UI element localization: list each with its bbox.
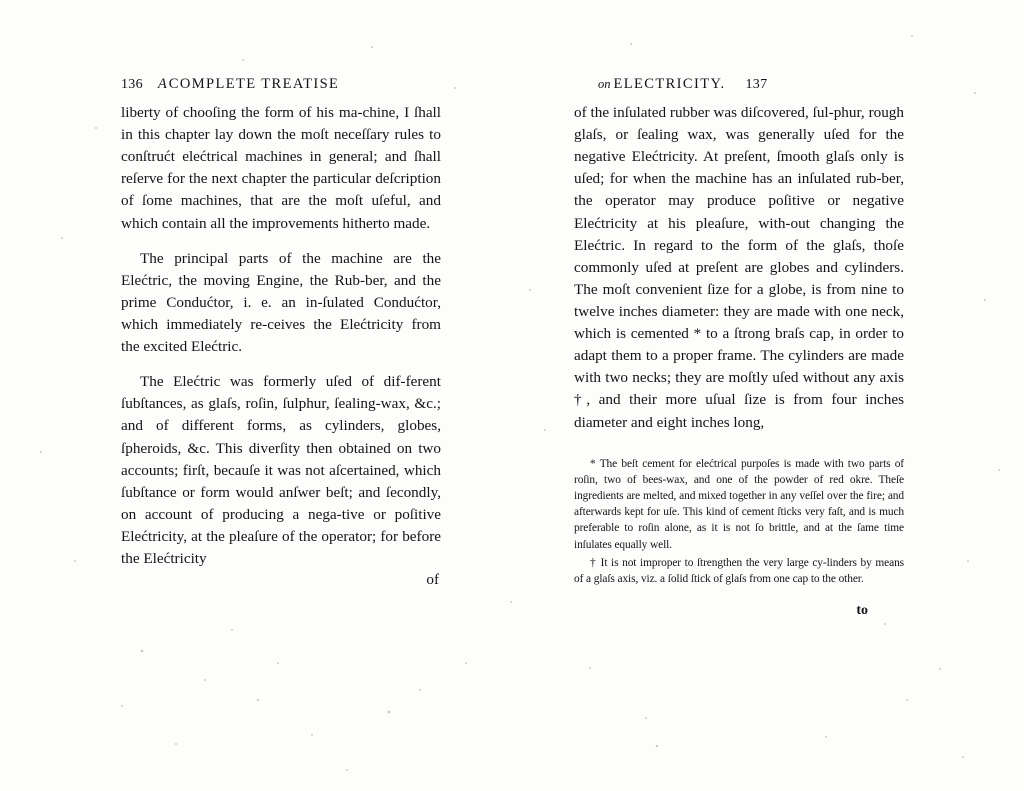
verso-catchword: of: [426, 571, 439, 589]
verso-paragraph-1: liberty of chooſing the form of his ma-chine, I ſhall in this chapter lay down the moſt neceſſary rules to conſtrućt elećtrical machines in general; and ſhall reſerve for the next chapter the particular deſcription of ſome machines, that are the moſt uſeful, and which contain all the improvements hitherto made.: [121, 104, 441, 232]
footnote-dagger-marker: †: [590, 556, 597, 569]
verso-header-article: A: [157, 76, 167, 92]
verso-header-title-text: COMPLETE TREATISE: [168, 76, 340, 92]
recto-footnotes: [574, 456, 904, 588]
recto-header-title-text: ELECTRICITY.: [613, 76, 726, 92]
footnote-asterisk: [574, 456, 904, 553]
footnote-dagger-text: It is not improper to ſtrengthen the very large cy-linders by means of a glaſs axis, viz. a ſolid ſtick of glaſs from one cap to the other.: [574, 556, 905, 585]
recto-folio-number: 137: [745, 77, 768, 92]
recto-header-title: [598, 76, 726, 93]
footnote-asterisk-text: The beſt cement for elećtrical purpoſes is made with two parts of roſin, two of bees-wax, and one of the powder of red okre. Theſe ingredients are melted, and mixed together in any veſſel over the fire; and afterwards kept for uſe. This kind of cement ſticks very faſt, and is much preferable to roſin alone, as it is not ſo brittle, and at the ſame time inſulates equally well.: [574, 457, 904, 551]
recto-page: [512, 0, 1024, 791]
verso-paragraph-3: The Elećtric was formerly uſed of dif-ferent ſubſtances, as glaſs, roſin, ſulphur, ſealing-wax, &c.; and of different forms, as cylinders, globes, ſpheroids, &c. This diverſity then obtained on two accounts; firſt, becauſe it was not aſcertained, which ſubſtance or form would anſwer beſt; and ſecondly, on account of producing a nega-tive or poſitive Elećtricity, at the pleaſure of the operator; for before the Elećtricity: [121, 373, 441, 568]
footnote-asterisk-marker: *: [590, 457, 596, 470]
footnote-dagger: [574, 555, 904, 587]
verso-header-title: [158, 76, 339, 93]
recto-header-preposition: on: [598, 77, 611, 91]
verso-paragraph-2: The principal parts of the machine are the Elećtric, the moving Engine, the Rub-ber, and the prime Condućtor, i. e. an in-ſulated Condućtor, which immediately re-ceives the Elećtricity from the excited Elećtric.: [121, 249, 441, 356]
verso-running-head: [121, 76, 441, 93]
verso-folio-number: 136: [121, 77, 143, 92]
recto-running-head: [574, 76, 904, 93]
recto-paragraph-1: of the inſulated rubber was diſcovered, ſul-phur, rough glaſs, or ſealing wax, was generally uſed for the negative Elećtricity. At preſent, ſmooth glaſs only is uſed; for when the machine has an inſulated rub-ber, the operator may produce poſitive or negative Elećtricity at his pleaſure, with-out changing the Elećtric. In regard to the form of the glaſs, thoſe commonly uſed at preſent are globes and cylinders. The moſt convenient ſize for a globe, is from nine to twelve inches diameter: they are made with one neck, which is cemented * to a ſtrong braſs cap, in order to adapt them to a proper frame. The cylinders are made with two necks; they are moſtly uſed without any axis †, and their more uſual ſize is from four inches diameter and eight inches long,: [574, 104, 904, 431]
recto-catchword: to: [856, 603, 868, 619]
